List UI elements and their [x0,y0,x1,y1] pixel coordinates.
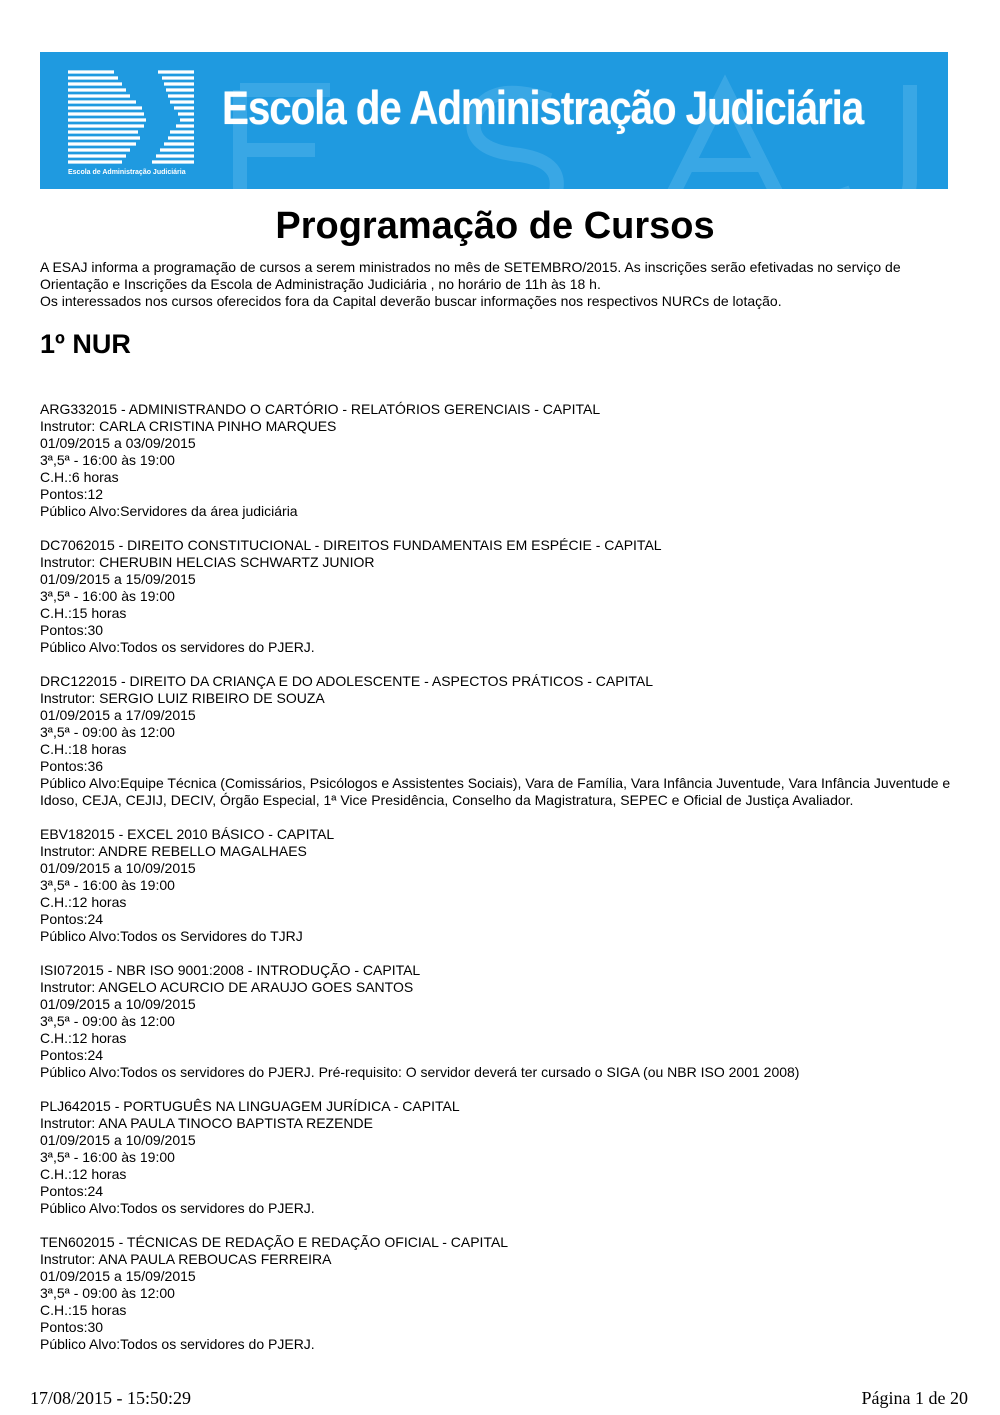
course-audience: Público Alvo:Todos os servidores do PJERJ. [40,639,315,655]
course-audience: Público Alvo:Todos os servidores do PJERJ. [40,1200,315,1216]
course-schedule: 3ª,5ª - 09:00 às 12:00 [40,1285,175,1301]
course-title: DC7062015 - DIREITO CONSTITUCIONAL - DIREITOS FUNDAMENTAIS EM ESPÉCIE - CAPITAL [40,537,662,553]
course-schedule: 3ª,5ª - 16:00 às 19:00 [40,588,175,604]
course-audience: Público Alvo:Todos os servidores do PJERJ. Pré-requisito: O servidor deverá ter cursado o SIGA (ou NBR ISO 2001 2008) [40,1064,800,1080]
course-audience: Público Alvo:Servidores da área judiciária [40,503,298,519]
page-title: Programação de Cursos [275,205,715,247]
course-audience: Público Alvo:Equipe Técnica (Comissários, Psicólogos e Assistentes Sociais), Vara de Família, Vara Infância Juventude, Vara Infância Juventude e Idoso, CEJA, CEJIJ, DECIV, Órgão Especial, 1ª Vice Presidência, Conselho da Magistratura, SEPEC e Oficial de Justiça Avaliador. [40,775,951,808]
course-dates: 01/09/2015 a 03/09/2015 [40,435,196,451]
course-dates: 01/09/2015 a 10/09/2015 [40,1132,196,1148]
course-item [40,1098,960,1217]
section-heading: 1º NUR [40,329,131,359]
banner-title: Escola de Administração Judiciária [222,81,864,134]
course-title: ISI072015 - NBR ISO 9001:2008 - INTRODUÇÃO - CAPITAL [40,962,421,978]
course-schedule: 3ª,5ª - 09:00 às 12:00 [40,724,175,740]
course-hours: C.H.:15 horas [40,605,127,621]
course-item [40,962,960,1081]
course-points: Pontos:24 [40,1047,104,1063]
footer-page-number: Página 1 de 20 [861,1388,968,1408]
course-title: ARG332015 - ADMINISTRANDO O CARTÓRIO - RELATÓRIOS GERENCIAIS - CAPITAL [40,401,601,417]
intro-paragraph-2: Os interessados nos cursos oferecidos fora da Capital deverão buscar informações nos respectivos NURCs de lotação. [40,293,782,309]
course-dates: 01/09/2015 a 15/09/2015 [40,571,196,587]
course-instructor: Instrutor: ANGELO ACURCIO DE ARAUJO GOES SANTOS [40,979,414,995]
course-instructor: Instrutor: ANA PAULA REBOUCAS FERREIRA [40,1251,332,1267]
course-hours: C.H.:12 horas [40,1166,127,1182]
course-instructor: Instrutor: CARLA CRISTINA PINHO MARQUES [40,418,337,434]
course-title: EBV182015 - EXCEL 2010 BÁSICO - CAPITAL [40,826,335,842]
course-hours: C.H.:15 horas [40,1302,127,1318]
course-points: Pontos:24 [40,911,104,927]
course-dates: 01/09/2015 a 10/09/2015 [40,996,196,1012]
course-hours: C.H.:12 horas [40,894,127,910]
course-points: Pontos:36 [40,758,104,774]
course-schedule: 3ª,5ª - 16:00 às 19:00 [40,452,175,468]
course-instructor: Instrutor: ANA PAULA TINOCO BAPTISTA REZENDE [40,1115,373,1131]
course-item [40,673,960,809]
course-title: DRC122015 - DIREITO DA CRIANÇA E DO ADOLESCENTE - ASPECTOS PRÁTICOS - CAPITAL [40,673,654,689]
course-instructor: Instrutor: SERGIO LUIZ RIBEIRO DE SOUZA [40,690,325,706]
course-instructor: Instrutor: CHERUBIN HELCIAS SCHWARTZ JUNIOR [40,554,375,570]
course-title: PLJ642015 - PORTUGUÊS NA LINGUAGEM JURÍDICA - CAPITAL [40,1098,460,1114]
course-dates: 01/09/2015 a 17/09/2015 [40,707,196,723]
course-points: Pontos:30 [40,1319,104,1335]
course-points: Pontos:30 [40,622,104,638]
course-hours: C.H.:6 horas [40,469,119,485]
course-list [40,401,960,1370]
course-dates: 01/09/2015 a 10/09/2015 [40,860,196,876]
course-dates: 01/09/2015 a 15/09/2015 [40,1268,196,1284]
course-audience: Público Alvo:Todos os servidores do PJERJ. [40,1336,315,1352]
intro-text [40,259,960,310]
course-item [40,401,960,520]
intro-paragraph-1: A ESAJ informa a programação de cursos a serem ministrados no mês de SETEMBRO/2015. As inscrições serão efetivadas no serviço de Orientação e Inscrições da Escola de Administração Judiciária , no horário de 11h às 18 h. [40,259,901,292]
course-points: Pontos:24 [40,1183,104,1199]
course-hours: C.H.:18 horas [40,741,127,757]
header-banner [40,52,948,189]
course-schedule: 3ª,5ª - 09:00 às 12:00 [40,1013,175,1029]
course-item [40,826,960,945]
course-instructor: Instrutor: ANDRE REBELLO MAGALHAES [40,843,307,859]
course-item [40,537,960,656]
course-item [40,1234,960,1353]
logo-caption: Escola de Administração Judiciária [68,169,186,176]
footer-timestamp: 17/08/2015 - 15:50:29 [30,1388,191,1408]
course-hours: C.H.:12 horas [40,1030,127,1046]
course-schedule: 3ª,5ª - 16:00 às 19:00 [40,1149,175,1165]
course-points: Pontos:12 [40,486,104,502]
course-audience: Público Alvo:Todos os Servidores do TJRJ [40,928,303,944]
course-title: TEN602015 - TÉCNICAS DE REDAÇÃO E REDAÇÃO OFICIAL - CAPITAL [40,1234,509,1250]
course-schedule: 3ª,5ª - 16:00 às 19:00 [40,877,175,893]
esaj-profile-icon [66,66,196,166]
